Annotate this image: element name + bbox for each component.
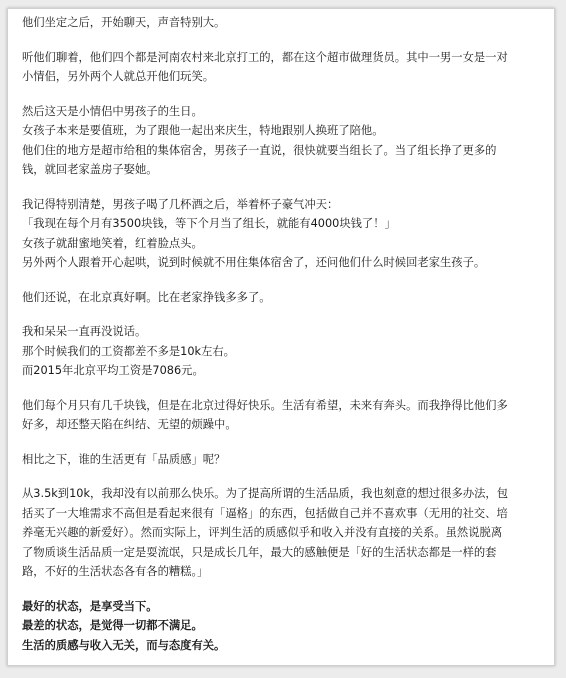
text-line: 养毫无兴趣的新爱好）。然而实际上，评判生活的质感似乎和收入并没有直接的关系。虽然说脱离 xyxy=(22,526,503,539)
paragraph-6 xyxy=(22,322,550,381)
text-line: 他们还说，在北京真好啊。比在老家挣钱多多了。 xyxy=(22,290,271,304)
text-line: 女孩子本来是要值班，为了跟他一起出来庆生，特地跟别人换班了陪他。 xyxy=(22,124,384,137)
quote-line: 「我现在每个月有3500块钱，等下个月当了组长，就能有4000块钱了！」 xyxy=(22,217,396,230)
paragraph-5 xyxy=(22,288,550,308)
text-line: 从3.5k到10k，我却没有以前那么快乐。为了提高所谓的生活品质，我也刻意的想过很多办法，包 xyxy=(22,487,509,500)
paragraph-4 xyxy=(22,195,550,273)
text-line: 听他们聊着，他们四个都是河南农村来北京打工的，都在这个超市做理货员。其中一男一女是一对 xyxy=(22,50,508,64)
text-line: 路，不好的生活状态各有各的糟糕。」 xyxy=(22,565,209,578)
text-line: 小情侣，另外两个人就总开他们玩笑。 xyxy=(22,70,215,83)
text-line: 他们每个月只有几千块钱，但是在北京过得好快乐。生活有希望，未来有奔头。而我挣得比他们多 xyxy=(22,398,508,412)
conclusion-line: 最差的状态，是觉得一切都不满足。 xyxy=(22,619,203,632)
paragraph-8 xyxy=(22,450,550,470)
text-line: 而2015年北京平均工资是7086元。 xyxy=(22,364,204,377)
text-line: 相比之下，谁的生活更有「品质感」呢？ xyxy=(22,452,226,466)
text-line: 好多，却还整天陷在纠结、无望的烦躁中。 xyxy=(22,418,237,431)
paragraph-9 xyxy=(22,484,550,582)
text-line: 了物质谈生活品质一定是耍流氓，只是成长几年，最大的感触便是「好的生活状态都是一样的套 xyxy=(22,545,497,559)
text-line: 另外两个人跟着开心起哄，说到时候就不用住集体宿舍了，还问他们什么时候回老家生孩子。 xyxy=(22,256,486,269)
paragraph-1 xyxy=(22,13,550,33)
text-line: 然后这天是小情侣中男孩子的生日。 xyxy=(22,104,203,118)
text-line: 女孩子就甜蜜地笑着，红着脸点头。 xyxy=(22,236,203,250)
text-line: 他们住的地方是超市给租的集体宿舍，男孩子一直说，很快就要当组长了。当了组长挣了更多的 xyxy=(22,143,497,157)
text-line: 那个时候我们的工资都差不多是10k左右。 xyxy=(22,344,235,358)
conclusion xyxy=(22,597,550,656)
paragraph-7 xyxy=(22,396,550,435)
text-line: 我记得特别清楚，男孩子喝了几杯酒之后，举着杯子豪气冲天： xyxy=(22,197,339,211)
article-card xyxy=(7,8,555,666)
conclusion-line: 最好的状态，是享受当下。 xyxy=(22,599,158,613)
conclusion-line: 生活的质感与收入无关，而与态度有关。 xyxy=(22,638,226,652)
article-body xyxy=(22,13,550,670)
paragraph-3 xyxy=(22,102,550,180)
text-line: 钱，就回老家盖房子娶她。 xyxy=(22,163,158,176)
paragraph-2 xyxy=(22,48,550,87)
text-line: 我和呆呆一直再没说话。 xyxy=(22,325,147,338)
text-line: 括买了一大堆需求不高但是看起来很有「逼格」的东西，包括做自己并不喜欢事（无用的社交、培 xyxy=(22,506,508,520)
text-line: 他们坐定之后，开始聊天，声音特别大。 xyxy=(22,16,226,29)
